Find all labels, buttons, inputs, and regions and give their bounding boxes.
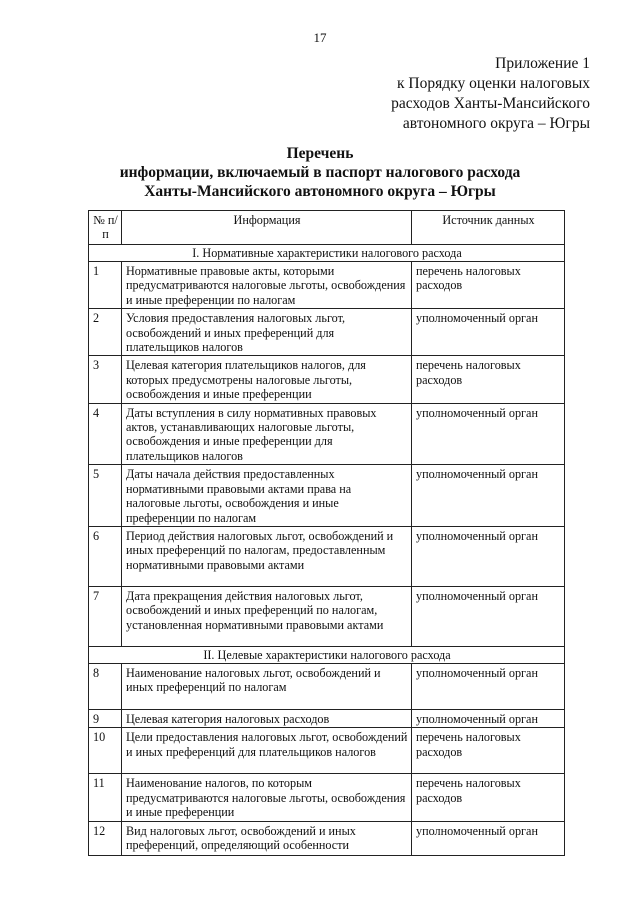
row-source: уполномоченный орган xyxy=(412,465,565,527)
header-number: № п/п xyxy=(89,211,122,245)
row-information: Целевая категория плательщиков налогов, для которых предусмотрены налоговые льготы, освобождения и иные преференции xyxy=(122,356,412,403)
row-information: Целевая категория налоговых расходов xyxy=(122,709,412,727)
table-row xyxy=(89,465,565,527)
appendix-line-1: Приложение 1 xyxy=(495,55,590,72)
row-information: Дата прекращения действия налоговых льгот, освобождений и иных преференций по налогам, установленная нормативными правовыми актами xyxy=(122,586,412,646)
appendix-reference xyxy=(391,54,590,134)
row-number: 11 xyxy=(89,774,122,821)
appendix-line-3: расходов Ханты-Мансийского xyxy=(391,95,590,112)
row-number: 3 xyxy=(89,356,122,403)
row-source: уполномоченный орган xyxy=(412,821,565,855)
table-row xyxy=(89,728,565,774)
title-line-3: Ханты-Мансийского автономного округа – Югры xyxy=(144,183,496,200)
information-table xyxy=(88,210,565,856)
table-row xyxy=(89,262,565,309)
row-information: Даты вступления в силу нормативных правовых актов, устанавливающих налоговые льготы, освобождения и иные преференции для плательщиков налогов xyxy=(122,403,412,465)
table-row xyxy=(89,309,565,356)
row-information: Даты начала действия предоставленных нормативными правовыми актами права на налоговые льготы, освобождения и иные преференции по налогам xyxy=(122,465,412,527)
section-heading-1: I. Нормативные характеристики налогового расхода xyxy=(89,245,565,262)
row-number: 5 xyxy=(89,465,122,527)
row-information: Нормативные правовые акты, которыми предусматриваются налоговые льготы, освобождения и иные преференции по налогам xyxy=(122,262,412,309)
row-source: перечень налоговых расходов xyxy=(412,262,565,309)
header-source: Источник данных xyxy=(412,211,565,245)
table-row xyxy=(89,663,565,709)
row-number: 12 xyxy=(89,821,122,855)
row-source: уполномоченный орган xyxy=(412,586,565,646)
row-number: 9 xyxy=(89,709,122,727)
row-source: уполномоченный орган xyxy=(412,663,565,709)
row-information: Цели предоставления налоговых льгот, освобождений и иных преференций для плательщиков налогов xyxy=(122,728,412,774)
row-number: 8 xyxy=(89,663,122,709)
appendix-line-4: автономного округа – Югры xyxy=(402,115,590,132)
row-source: уполномоченный орган xyxy=(412,526,565,586)
row-source: перечень налоговых расходов xyxy=(412,774,565,821)
table-row xyxy=(89,356,565,403)
row-information: Вид налоговых льгот, освобождений и иных преференций, определяющий особенности xyxy=(122,821,412,855)
row-information: Наименование налогов, по которым предусматриваются налоговые льготы, освобождения и иные преференции xyxy=(122,774,412,821)
row-source: перечень налоговых расходов xyxy=(412,356,565,403)
row-number: 7 xyxy=(89,586,122,646)
table-row xyxy=(89,709,565,727)
row-number: 2 xyxy=(89,309,122,356)
table-row xyxy=(89,774,565,821)
title-line-2: информации, включаемый в паспорт налогового расхода xyxy=(119,164,521,181)
page-number: 17 xyxy=(313,30,327,45)
row-number: 4 xyxy=(89,403,122,465)
row-information: Условия предоставления налоговых льгот, освобождений и иных преференций для плательщиков налогов xyxy=(122,309,412,356)
section-row xyxy=(89,245,565,262)
document-title xyxy=(0,144,640,201)
row-information: Период действия налоговых льгот, освобождений и иных преференций по налогам, предоставленным нормативными правовыми актами xyxy=(122,526,412,586)
table-row xyxy=(89,821,565,855)
row-source: уполномоченный орган xyxy=(412,403,565,465)
row-source: уполномоченный орган xyxy=(412,709,565,727)
row-number: 1 xyxy=(89,262,122,309)
appendix-line-2: к Порядку оценки налоговых xyxy=(397,75,590,92)
table-header-row xyxy=(89,211,565,245)
table-row xyxy=(89,586,565,646)
section-heading-2: II. Целевые характеристики налогового расхода xyxy=(89,646,565,663)
row-source: перечень налоговых расходов xyxy=(412,728,565,774)
header-information: Информация xyxy=(122,211,412,245)
section-row xyxy=(89,646,565,663)
table-row xyxy=(89,403,565,465)
row-number: 6 xyxy=(89,526,122,586)
row-information: Наименование налоговых льгот, освобождений и иных преференций по налогам xyxy=(122,663,412,709)
title-line-1: Перечень xyxy=(286,145,354,162)
row-number: 10 xyxy=(89,728,122,774)
table-row xyxy=(89,526,565,586)
row-source: уполномоченный орган xyxy=(412,309,565,356)
